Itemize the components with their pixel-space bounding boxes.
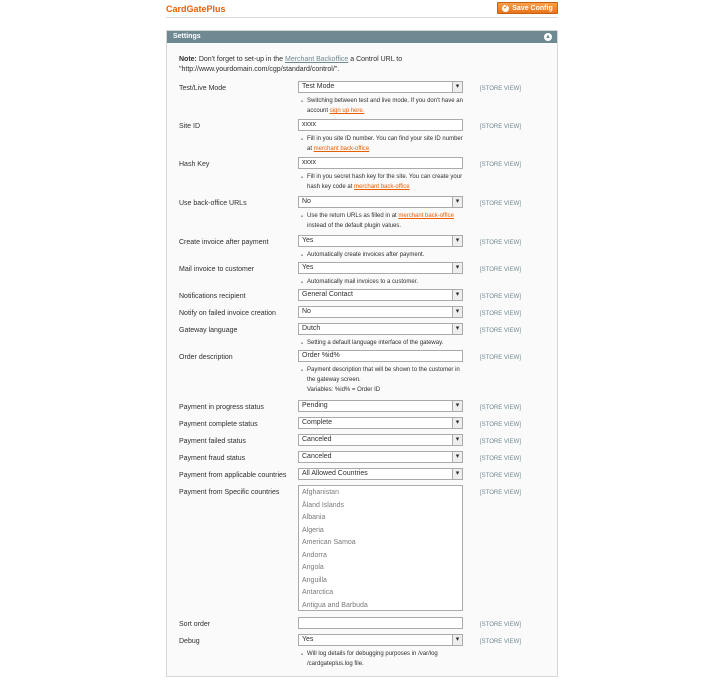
payment-failed-scope: [STORE VIEW]: [480, 439, 521, 445]
country-option[interactable]: Afghanistan: [302, 489, 339, 496]
backoffice-urls-scope: [STORE VIEW]: [480, 201, 521, 207]
notifications-recipient-select[interactable]: General Contact ▾: [298, 289, 463, 301]
site-id-scope: [STORE VIEW]: [480, 124, 521, 130]
order-description-scope: [STORE VIEW]: [480, 355, 521, 361]
specific-countries-multiselect[interactable]: [298, 485, 463, 611]
create-invoice-hint: ▲ Automatically create invoices after payment.: [300, 250, 465, 260]
gateway-language-scope: [STORE VIEW]: [480, 328, 521, 334]
payment-failed-select[interactable]: Canceled ▾: [298, 434, 463, 446]
country-option[interactable]: Anguilla: [302, 576, 327, 584]
country-option[interactable]: Åland Islands: [302, 501, 345, 509]
gateway-language-label: Gateway language: [179, 327, 238, 334]
check-circle-icon: ✓: [503, 4, 509, 11]
debug-hint: ▲ Will log details for debugging purposes in /var/log /cardgateplus.log file.: [300, 649, 465, 669]
payment-failed-label: Payment failed status: [179, 438, 246, 445]
payment-countries-scope: [STORE VIEW]: [480, 473, 521, 479]
backoffice-urls-label: Use back-office URLs: [179, 200, 247, 207]
test-live-mode-scope: [STORE VIEW]: [480, 86, 521, 92]
payment-complete-scope: [STORE VIEW]: [480, 422, 521, 428]
country-option[interactable]: American Samoa: [302, 539, 356, 546]
payment-countries-select[interactable]: All Allowed Countries ▾: [298, 468, 463, 480]
test-live-mode-label: Test/Live Mode: [179, 85, 227, 92]
payment-progress-label: Payment in progress status: [179, 404, 264, 411]
hash-key-hint: [300, 172, 465, 192]
order-description-label: Order description: [179, 354, 233, 361]
payment-countries-label: Payment from applicable countries: [179, 472, 287, 479]
chevron-up-circle-icon[interactable]: ▲: [545, 34, 551, 40]
debug-scope: [STORE VIEW]: [480, 639, 521, 645]
settings-panel: [166, 30, 558, 677]
backoffice-urls-hint-text-2: instead of the default plugin values.: [307, 223, 402, 229]
site-id-hint: [300, 134, 465, 154]
create-invoice-scope: [STORE VIEW]: [480, 240, 521, 246]
country-option[interactable]: Andorra: [302, 551, 327, 559]
payment-progress-scope: [STORE VIEW]: [480, 405, 521, 411]
country-option[interactable]: Antigua and Barbuda: [302, 601, 368, 609]
backoffice-urls-hint-text: Use the return URLs as filled in at: [307, 213, 399, 219]
test-live-mode-hint-text: Switching between test and live mode. If you don't have an account: [307, 98, 463, 114]
payment-fraud-scope: [STORE VIEW]: [480, 456, 521, 462]
site-id-label: Site ID: [179, 123, 201, 130]
settings-panel-header[interactable]: [167, 31, 557, 43]
mail-invoice-select[interactable]: Yes ▾: [298, 262, 463, 274]
site-id-hint-text: Fill in you site ID number. You can find your site ID number at: [307, 136, 463, 152]
hash-key-scope: [STORE VIEW]: [480, 162, 521, 168]
create-invoice-label: Create invoice after payment: [179, 239, 269, 246]
order-description-hint: [300, 365, 465, 395]
hash-key-backoffice-link[interactable]: merchant back-office: [354, 184, 410, 190]
mail-invoice-hint: ▲ Automatically mail invoices to a customer.: [300, 277, 465, 287]
sort-order-input[interactable]: [298, 617, 463, 629]
backoffice-urls-link[interactable]: merchant back-office: [398, 213, 454, 219]
note-text-1: Don't forget to set-up in the: [196, 56, 285, 63]
payment-progress-select[interactable]: Pending ▾: [298, 400, 463, 412]
specific-countries-label: Payment from Specific countries: [179, 489, 280, 496]
header-divider: [166, 17, 558, 18]
backoffice-urls-select[interactable]: No ▾: [298, 196, 463, 208]
control-url-note: [179, 55, 549, 75]
sign-up-link[interactable]: sign up here.: [329, 108, 365, 114]
save-config-label: Save Config: [512, 4, 553, 12]
note-prefix: Note:: [179, 56, 197, 63]
site-id-backoffice-link[interactable]: merchant back-office: [313, 146, 370, 152]
sort-order-label: Sort order: [179, 621, 211, 628]
payment-fraud-label: Payment fraud status: [179, 455, 246, 462]
notify-failed-select[interactable]: No ▾: [298, 306, 463, 318]
test-live-mode-hint: [300, 96, 465, 116]
note-text-2: a Control URL to "http://www.yourdomain.com/cgp/standard/control/".: [179, 56, 403, 73]
specific-countries-scope: [STORE VIEW]: [480, 490, 521, 496]
hash-key-input[interactable]: xxxx: [298, 157, 463, 169]
notify-failed-label: Notify on failed invoice creation: [179, 310, 276, 317]
site-id-input[interactable]: xxxx: [298, 119, 463, 131]
mail-invoice-label: Mail invoice to customer: [179, 266, 255, 273]
country-option[interactable]: Angola: [302, 564, 324, 571]
sort-order-scope: [STORE VIEW]: [480, 622, 521, 628]
page-title: CardGatePlus: [166, 4, 226, 14]
create-invoice-select[interactable]: Yes ▾: [298, 235, 463, 247]
backoffice-urls-hint: [300, 211, 465, 231]
country-option[interactable]: Algeria: [302, 526, 324, 534]
settings-panel-title: Settings: [173, 33, 201, 40]
test-live-mode-select[interactable]: Test Mode ▾: [298, 81, 463, 93]
merchant-backoffice-link[interactable]: Merchant Backoffice: [285, 56, 349, 63]
debug-select[interactable]: Yes ▾: [298, 634, 463, 646]
order-description-hint-text: Payment description that will be shown to the customer in the gateway screen.: [307, 367, 460, 383]
mail-invoice-scope: [STORE VIEW]: [480, 267, 521, 273]
gateway-language-select[interactable]: Dutch ▾: [298, 323, 463, 335]
save-config-button[interactable]: [497, 2, 558, 14]
country-option[interactable]: Albania: [302, 514, 326, 521]
country-option[interactable]: Antarctica: [302, 589, 334, 596]
notifications-recipient-scope: [STORE VIEW]: [480, 294, 521, 300]
hash-key-hint-text: Fill in you secret hash key for the site. You can create your hash key code at: [307, 174, 463, 190]
notifications-recipient-label: Notifications recipient: [179, 293, 246, 300]
debug-label: Debug: [179, 638, 200, 645]
order-description-variables: Variables: %id% = Order ID: [307, 387, 381, 393]
payment-fraud-select[interactable]: Canceled ▾: [298, 451, 463, 463]
order-description-input[interactable]: Order %id%: [298, 350, 463, 362]
payment-complete-select[interactable]: Complete ▾: [298, 417, 463, 429]
notify-failed-scope: [STORE VIEW]: [480, 311, 521, 317]
payment-complete-label: Payment complete status: [179, 421, 258, 428]
gateway-language-hint: ▲ Setting a default language interface of the gateway.: [300, 338, 465, 348]
hash-key-label: Hash Key: [179, 161, 210, 168]
